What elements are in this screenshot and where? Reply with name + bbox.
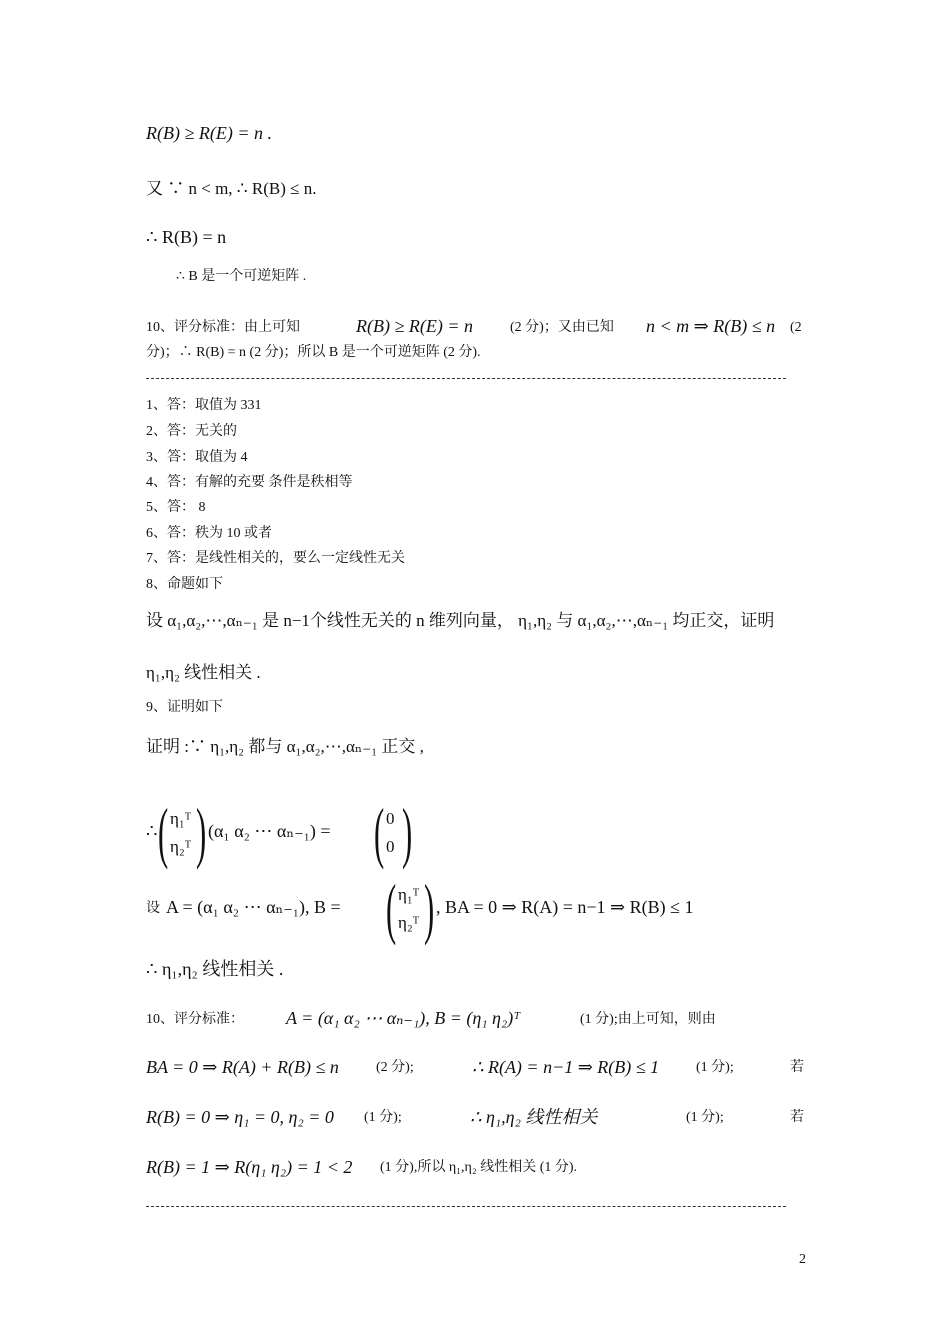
line-rb-ge-re: R(B) ≥ R(E) = n . — [146, 123, 272, 143]
scoring-dependent-1: ∴ η₁,η₂ 线性相关 — [470, 1107, 598, 1127]
answer-5: 5、答： 8 — [146, 500, 206, 515]
scoring-10-line2: 分)；∴ R(B) = n (2 分)；所以 B 是一个可逆矩阵 (2 分). — [146, 345, 481, 360]
answer-4: 4、答：有解的充要 条件是秩相等 — [146, 475, 353, 490]
line-b-invertible: ∴ B 是一个可逆矩阵 . — [176, 269, 307, 284]
scoring-10-text1: (2 分)；又由已知 — [510, 320, 614, 335]
answer-8-heading: 8、命题如下 — [146, 577, 223, 592]
zero-right-paren-icon: ) — [402, 794, 413, 870]
answer-2: 2、答：无关的 — [146, 424, 237, 439]
answer-1: 1、答：取值为 331 — [146, 398, 262, 413]
b-eta2-transpose: η₂ᵀ — [398, 913, 419, 932]
scoring-dependent-1-points: (1 分); — [686, 1110, 724, 1125]
scoring-if-1: 若 — [790, 1060, 804, 1075]
alpha-row-equals: (α₁ α₂ ⋯ αₙ₋₁) = — [208, 821, 331, 841]
section-divider — [146, 378, 786, 379]
scoring-rank-one: R(B) = 1 ⇒ R(η₁ η₂) = 1 < 2 — [146, 1157, 353, 1177]
right-paren-icon: ) — [196, 794, 207, 870]
scoring-10-intro: 10、评分标准：由上可知 — [146, 320, 300, 335]
page-number: 2 — [799, 1252, 806, 1267]
eta2-transpose: η₂ᵀ — [170, 837, 191, 856]
scoring-rank-one-points: (1 分),所以 η₁,η₂ 线性相关 (1 分). — [380, 1160, 578, 1175]
scoring-rank-zero: R(B) = 0 ⇒ η₁ = 0, η₂ = 0 — [146, 1107, 334, 1127]
ba-zero-implication: , BA = 0 ⇒ R(A) = n−1 ⇒ R(B) ≤ 1 — [436, 897, 694, 917]
b-left-paren-icon: ( — [386, 870, 397, 946]
scoring-rank-zero-points: (1 分); — [364, 1110, 402, 1125]
scoring-10b-text: (1 分);由上可知，则由 — [580, 1012, 716, 1027]
zero-top: 0 — [386, 809, 395, 828]
eta1-transpose: η₁ᵀ — [170, 809, 191, 828]
scoring-10-formula1: R(B) ≥ R(E) = n — [356, 316, 473, 336]
scoring-if-2: 若 — [790, 1110, 804, 1125]
zero-left-paren-icon: ( — [374, 794, 385, 870]
proof-line1: 证明 :∵ η₁,η₂ 都与 α₁,α₂,⋯,αₙ₋₁ 正交 , — [146, 737, 424, 756]
scoring-rank-a-points: (1 分); — [696, 1060, 734, 1075]
proposition-line2: η₁,η₂ 线性相关 . — [146, 663, 261, 682]
scoring-10-formula2: n < m ⇒ R(B) ≤ n — [646, 316, 776, 336]
answer-7: 7、答：是线性相关的，要么一定线性无关 — [146, 551, 405, 566]
scoring-10b-intro: 10、评分标准： — [146, 1012, 244, 1027]
b-eta1-transpose: η₁ᵀ — [398, 885, 419, 904]
answer-6: 6、答：秩为 10 或者 — [146, 526, 272, 541]
answer-3: 3、答：取值为 4 — [146, 450, 248, 465]
line-n-less-m: 又 ∵ n < m, ∴ R(B) ≤ n. — [146, 179, 317, 198]
scoring-rank-a: ∴ R(A) = n−1 ⇒ R(B) ≤ 1 — [472, 1057, 660, 1077]
scoring-rank-sum: BA = 0 ⇒ R(A) + R(B) ≤ n — [146, 1057, 339, 1077]
left-paren-icon: ( — [158, 794, 169, 870]
therefore-symbol: ∴ — [146, 821, 158, 841]
zero-bottom: 0 — [386, 837, 395, 856]
scoring-10-text2: (2 — [790, 320, 802, 335]
a-definition: A = (α₁ α₂ ⋯ αₙ₋₁), B = — [166, 897, 341, 917]
matrix-equation-1 — [146, 794, 446, 870]
b-right-paren-icon: ) — [424, 870, 435, 946]
scoring-rank-sum-points: (2 分); — [376, 1060, 414, 1075]
conclusion-dependent: ∴ η₁,η₂ 线性相关 . — [146, 959, 284, 979]
let-prefix: 设 — [146, 901, 160, 916]
section-divider-bottom — [146, 1206, 786, 1207]
matrix-equation-2 — [146, 870, 746, 946]
line-rb-eq-n: ∴ R(B) = n — [146, 227, 227, 247]
answer-9-heading: 9、证明如下 — [146, 700, 223, 715]
scoring-10b-formula: A = (α₁ α₂ ⋯ αₙ₋₁), B = (η₁ η₂)ᵀ — [286, 1008, 521, 1028]
proposition-line1: 设 α₁,α₂,⋯,αₙ₋₁ 是 n−1个线性无关的 n 维列向量， η₁,η₂ 与 α₁,α₂,⋯,αₙ₋₁ 均正交，证明 — [146, 611, 775, 630]
